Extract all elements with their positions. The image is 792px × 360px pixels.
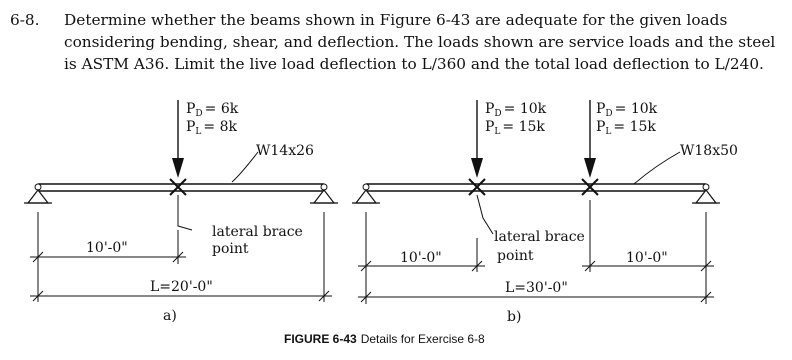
support-right-a (310, 184, 338, 203)
figure-caption-label: FIGURE 6-43 (284, 332, 357, 346)
section-label-a: W14x26 (256, 143, 314, 159)
figure-caption-text: Details for Exercise 6-8 (360, 332, 485, 346)
brace-label-a-line2: point (212, 241, 249, 257)
brace-label-b-line1: lateral brace (494, 229, 585, 245)
load-pl-a: $P_L = 8k$ (186, 119, 237, 137)
brace-mark-b2 (582, 179, 598, 195)
load1-pl-b: $P_L = 15k$ (485, 119, 545, 137)
dim-right-b: 10'-0" (626, 250, 668, 266)
beam-a (24, 100, 338, 302)
dim-partial-a: 10'-0" (86, 240, 128, 256)
brace-mark-b1 (469, 179, 485, 195)
dim-left-b: 10'-0" (400, 250, 442, 266)
load2-pl-b: $P_L = 15k$ (596, 119, 656, 137)
labels-b (400, 101, 738, 325)
brace-label-a-line1: lateral brace (212, 224, 303, 240)
load2-pd-b: $P_D = 10k$ (596, 101, 658, 119)
section-label-b: W18x50 (680, 143, 738, 159)
load1-pd-b: $P_D = 10k$ (485, 101, 547, 119)
support-left-b (352, 184, 380, 203)
labels-a (86, 101, 314, 324)
brace-mark-a (170, 179, 186, 195)
dim-total-b: L=30'-0" (505, 280, 568, 296)
figure-label-b: b) (507, 309, 522, 325)
problem-number: 6-8. (10, 11, 40, 29)
support-right-b (692, 184, 720, 203)
figure-label-a: a) (163, 308, 177, 324)
load-pd-a: $P_D = 6k$ (186, 101, 239, 119)
support-left-a (24, 184, 52, 203)
brace-label-b-line2: point (497, 248, 534, 264)
problem-text: Determine whether the beams shown in Figure 6-43 are adequate for the given loads considering bending, shear, and deflection. The loads shown are service loads and the steel is ASTM A36. Limit the live load deflection to L/360 and the total load deflection to L/240. (64, 11, 776, 73)
dim-total-a: L=20'-0" (150, 279, 213, 295)
figure-caption (284, 332, 485, 346)
